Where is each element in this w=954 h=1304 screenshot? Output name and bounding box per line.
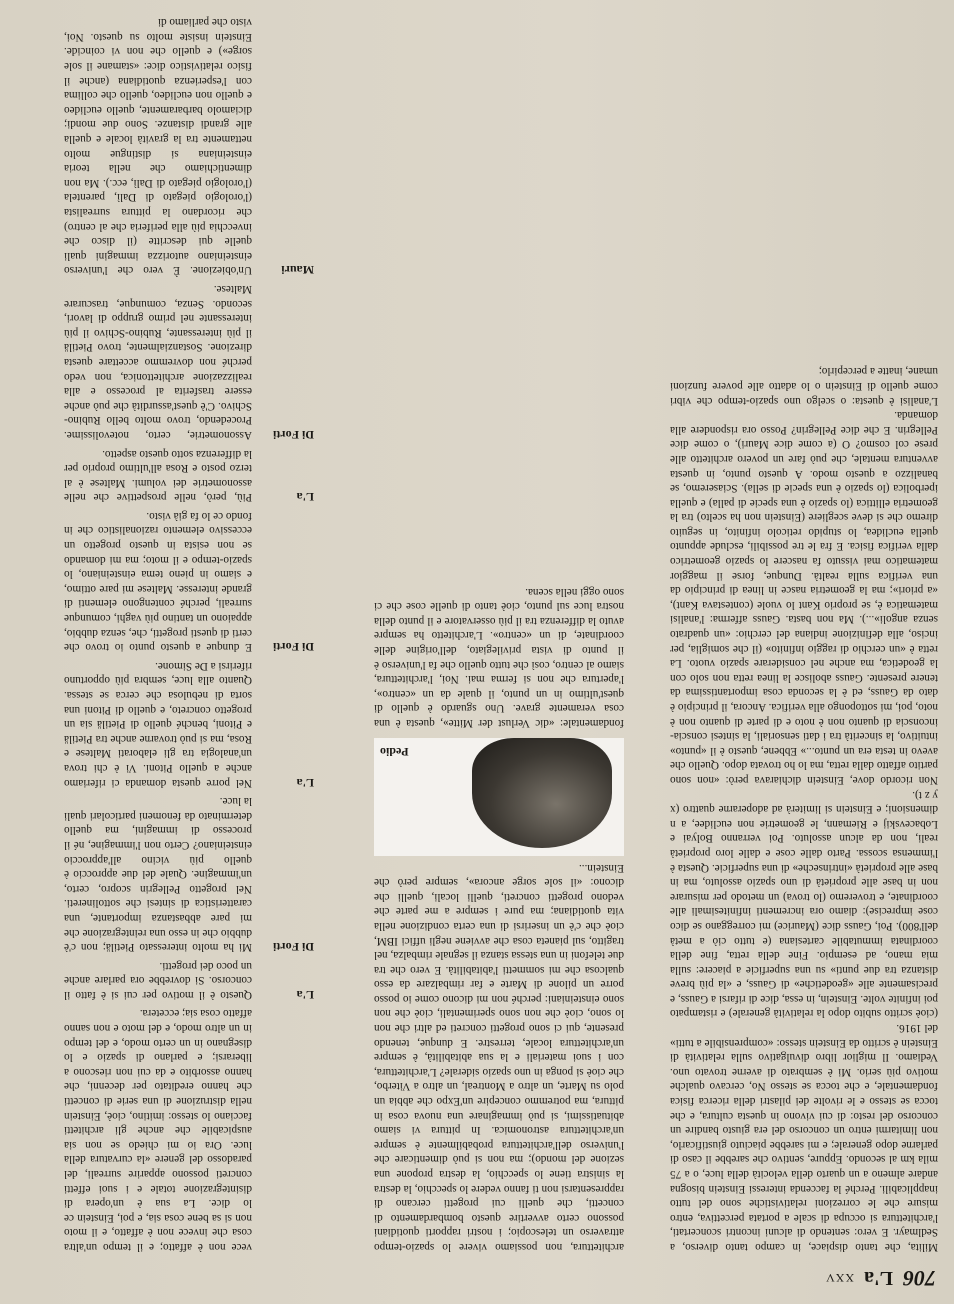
page-number: 706 [903, 1266, 936, 1291]
paragraph: fondamentale: «dic Verlust der Mitte», questa è una cosa veramente grave. Uno sguardo è quello di quest'ultimo in un punto, il quale da un «centro», l'apertura che non si ferma mai. Noi, l'architettura, siamo al centro, così che tutto quello che fa l'universo è il punto di vista privilegiato, dell'origine delle coordinate, di un «centro». L'architetto ha sempre avuto la differenza tra il più osservatore e il punto della nostra luce sul punto, cioè tanto di quelle cose che ci sono oggi nella scena. [374, 585, 624, 729]
dialogue-block [64, 1006, 314, 1254]
dialogue-block [64, 281, 314, 442]
dialogue-text: Nel porre questa domanda ci riferiamo anche a quello Pitoni. Vi è chi trova un'analogia tra gli elaborati Maltese e Rosa, ma si può trovarne anche tra Pietilä e Pitoni, benché quello di Pietilä sia un progetto concreto, e quello di Pitoni una sorta di nebulosa che cerca se stessa. Quanto alla luce, sembra più opportuno riferirsi a De Simone. [64, 659, 252, 789]
speaker-name: L'a [296, 490, 314, 505]
speaker-name: Di Forti [273, 427, 314, 442]
dialogue-block [64, 958, 314, 1002]
column-left [670, 24, 938, 1254]
speaker-name: L'a [296, 775, 314, 790]
dialogue-block [64, 508, 314, 654]
dialogue-text: vece non è affatto; e il tempo un'altra cosa che invece non è affatto, e il moto non si sa bene cosa sia, e poi, Einstein ce lo dice. La sua è un'opera di disintegrazione totale e i suoi effetti concreti possono apparire surreali, del paradosso del genere «la curvatura della luce. Ora io mi chiedo se non sia auspicabile che anche gli architetti facciano lo stesso: imitino, cioè, Einstein nella distruzione di una serie di concetti che hanno ereditato per decenni, che hanno assorbito e da cui non riescono a liberarsi; e parlano di spazio e lo disegnano in un certo modo, e del tempo in un altro modo, e del moto e non sanno affatto cosa sia; eccetera. [64, 1007, 252, 1253]
dialogue-text: Questo è il motivo per cui si è fatto il concorso. Si dovrebbe ora parlare anche un poco dei progetti. [64, 959, 252, 1001]
speaker-name: Di Forti [273, 940, 314, 955]
speaker-name: Mauri [281, 263, 314, 278]
speaker-name: L'a [296, 987, 314, 1002]
photo-caption: Pedio [380, 744, 409, 759]
dialogue-block [64, 15, 314, 278]
paragraph: Milita, che tanto dispiace, in campo tanto diverso, a Sedlmayr. E vero: sentendo di alcuni incontri sconcertati, l'architettura si occupa di scale a portata percettiva, entro misure che le correzioni relativistiche sono del tutto inapplicabili. Perché la faccenda interessi Einstein bisogna andare almeno a un quarto della velocità della luce, o a 75 mila km al secondo. Eppure, sentivo che sarebbe il caso di parlarne dopo generale; e mi sarebbe piaciuto giustificarlo, non limitarmi entro un concorso del era giusto bandire un concorso del resto: di cui vivono in questa cultura, e che tocca se stesso e le rivolte dei pilastri della ricerca fisica fondamentale, e che tocca se stesso No, cercavo qualche motivo più serio. Mi è sembrato di averne trovato uno. Vediamo. Il miglior libro divulgativo sulla relatività di Einstein è scritto da Einstein stesso: «comprensibile a tutti» del 1916. [670, 1022, 938, 1253]
paragraph: L'analisi è questa: o scelgo uno spazio-tempo che vibri come quello di Einstein o lo adatto alle povere funzioni umane, inatte a percepirlo; [670, 365, 938, 407]
dialogue-text: E dunque a questo punto io trovo che certi di questi progetti, che, senza dubbio, appaiono un tantino più vaghi, comunque surreali, perché contengono elementi di grande interesse. Maltese mi pare ottimo, e siamo in pieno tema einsteiniano, lo spazio-tempo e il moto; ma mi domando se non esista in questo progetto un eccessivo elemento razionalistico che in fondo ce lo fa già visto. [64, 509, 252, 654]
page-header [20, 1260, 936, 1296]
dialogue-text: Più, però, nelle prospettive che nelle assonometrie dei volumi. Maltese è al terzo posto e Rosa all'ultimo proprio per la differenza sotto questo aspetto. [64, 447, 252, 504]
issue-number: XXV [825, 1271, 855, 1286]
paragraph: (cioè scritto subito dopo la relatività generale) e ristampato poi infinite volte. Einstein, in essa, dice di rifarsi a Gauss, e precisamente alle «geodetiche» di Gauss, e «la più breve distanza tra due punti» su una superficie a piacere: sulla mia mano, ad esempio. Fine della retta, fine della coordinata immutabile cartesiana (e tutto ciò a metà dell'800). Poi, Gauss dice (Maurice) mi correggano se dico cose imprecise): diamo ora incrementi infinitesimali alle coordinate, e troveremo (lo trova) un metodo per misurare non in base alle proprietà di uno spazio assoluto, ma in base alle proprietà «intrinseche» di una superficie. Questa è l'immensa scossa. Parto dalle cose e dalle loro proprietà reali, non da alcun assoluto. Poi verranno Bolyai e Lobacevskij e Riemann, le geometrie non euclidee, a n dimensioni; e Einstein si limiterà ad adoperarne quattro (x y z t). [670, 788, 938, 1020]
column-right [64, 16, 314, 1254]
dialogue-text: Assonometrie, certo, notevolissime. Procedendo, trovo molto bello Rubino-Schivo. C'è quest'assurdità che può anche essere trasferita al processo e alla realizzazione architettonica, non vedo perché non dovremmo accettare questa direzione. Sostanzialmente, trovo Pietilä il più interessante, Rubino-Schivo il più interessante nel primo gruppo di lavori, secondo. Senza, comunque, trascurare Maltese. [64, 283, 252, 441]
magazine-title: L'a [864, 1267, 893, 1290]
paragraph: architettura, non possiamo vivere lo spazio-tempo attraverso un telescopio; i nostri rapporti quotidiani possono certo avvertire questo bombardamento di concetti, che quelli cui progetti cercano di rappresentarsi non ti fanno vedere lo specchio, la destra la sinistra tiene lo specchio, la destra propone una sezione del mondo); ma non si può dimenticare che l'universo dell'architettura probabilmente è sempre un'architettura astronomica. In pittura vi siamo abituatissimi, si può immaginare una nuova cosa in pittura, ma potremmo concepire un'Expo che abbia un polo su Marte, un altro a Montreal, un altro a Viterbo, che cioè si ponga in uno spazio siderale? L'architettura, con i suoi materiali e la sua abitabilità, è sempre un'architettura locale, terrestre. E dunque, tenendo presente, qui ci sono progetti concreti ed altri che non lo sono, cioè che non sono sperimentali, cioè che non sono einsteiniani: perché non mi dicono come io posso porre un pilone di Marte e far rimbalzare da esso qualcosa che mi sommetti l'abitabilità. E vero che tra due telefoni in una stessa stanza il segnale rimbalza, nel tragitto, sul pianeta cosa che avviene negli uffici IBM, cioè che c'è un inserirsi di una certa condizione nella vita quotidiana; ma pure i sempre a me parte che vedono progetti concreti, quelli locali, quelli che dicono: «il sole sorge ancora», sempre però che Einstein... [374, 861, 624, 1253]
paragraph: Non ricordo dove, Einstein dichiarava però: «non sono partito affatto dalla retta, ma lo ho trovata dopo. Quello che avevo in testa era un punto...» Ebbene, questo è il «punto» intuitivo, la sincerità tra i dati sensoriali, la sintesi conscia-inconscia di quanto non è noto e di parte di quanto non è noto, poi, mi sottopongo alla verifica. Ancora, il principio è dato da Gauss, ed è la seconda cosa importantissima da tenere presente. Gauss abolisce la linea retta non solo con la geodetica, ma anche nel considerare spazio vuoto. La retta è «un cerchio di raggio infinito» (il che somiglia, per inciso, alla definizione indiana del cerchio: «un quadrato senza angoli»...). Ma non basta. Gauss afferma: l'analisi matematica è, se proprio Kant lo vuole (contestava Kant), «a priori»; ma la geometria nasce in linea di principio da una verifica sulla realtà. Dunque, forse il maggior matematico mai vissuto fa nascere lo spazio geometrico dalla verifica fisica. E fra le tre possibili, esclude appunto quella euclidea, lo stupido reticolo infinito, in seguito diremo che si deve scegliere (Einstein non ha scelto) tra la geometria ellittica (lo spazio è una specie di palla) e quella iperbolica (lo spazio è una specie di sella). Sciaseremo, se banalizzo a questo modo. A questo punto, in questa avventura mentale, che può fare un povero architetto alle prese col cosmo? O (a come dice Mauri), o come dice Pellegrin. E che dice Pellegrin? Posso ora rispondere alla domanda. [670, 409, 938, 786]
column-middle [374, 24, 624, 1254]
portrait-image [472, 738, 612, 848]
speaker-name [262, 1006, 314, 1254]
portrait-photo [374, 738, 624, 856]
speaker-name: Di Forti [273, 640, 314, 655]
dialogue-block [64, 658, 314, 789]
dialogue-text: Un'obiezione. È vero che l'universo einsteiniano autorizza immagini quali quelle qui descritte (il disco che invecchia più alla periferia che al centro) che ricordano la pittura surrealista (l'orologio piegato di Dalì, parentela (l'orologio piegato di Dalì, ecc.). Ma non dimentichiamo che nella teoria einsteiniana si distingue molto nettamente tra la gravità locale e quella alle grandi distanze. Sono due mondi; diciamolo barbaramente, quello euclideo e quello non euclideo, quello che collima con l'esperienza quotidiana (anche il fisico relativistico dice: «stamane il sole sorge») e quello che non vi coincide. Einstein insiste molto su questo. Noi, visto che parliamo di [64, 16, 252, 277]
dialogue-block [64, 794, 314, 955]
dialogue-block [64, 446, 314, 504]
dialogue-text: Mi ha molto interessato Pietilä; non c'è dubbio che in esso una reintegrazione che mi pare abbastanza importante, una caratteristica di sintesi che sottolinereti. Nel progetto Pellegrin scopro, certo, un'immagine. Quale del due approccio è quello più vicino all'approccio einsteiniano? Certo non l'immagine, né il processo di immagini, ma quello determinato da fenomeni particolari quali la luce. [64, 795, 252, 954]
